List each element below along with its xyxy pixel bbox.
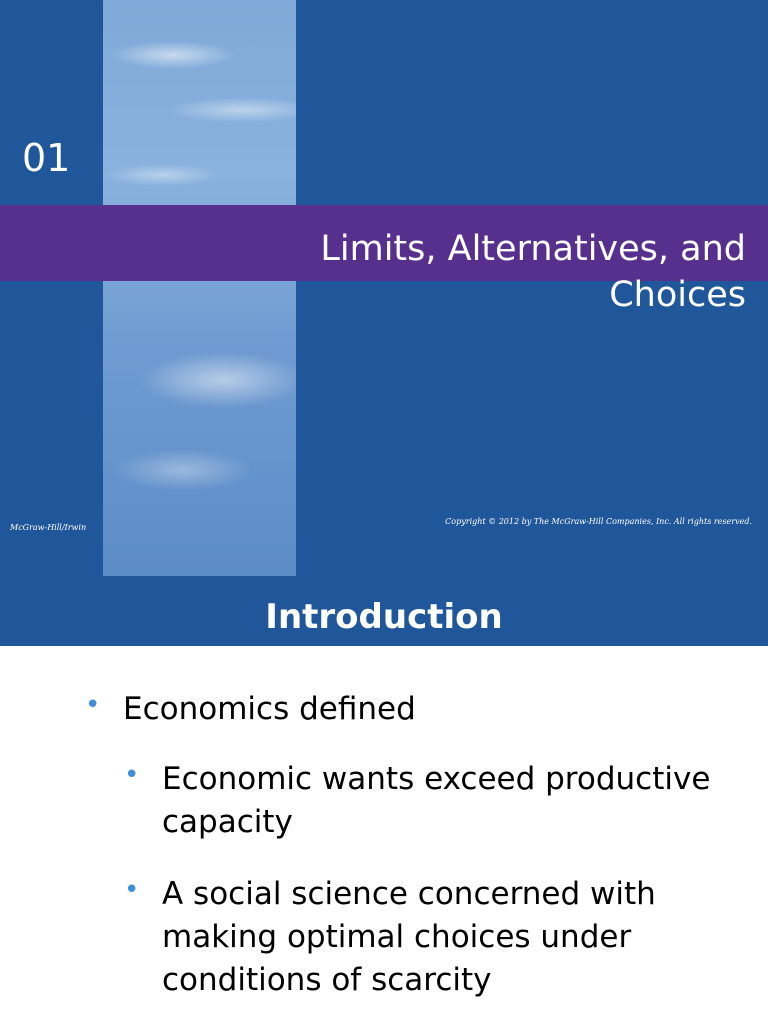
bullet-marker-icon: •: [85, 690, 101, 720]
sub-bullet-item: [124, 873, 722, 1002]
bullet-text: A social science concerned with making optimal choices under conditions of scarcity: [162, 876, 656, 998]
bullet-item: [85, 688, 723, 731]
bullet-marker-icon: •: [124, 760, 140, 790]
bullet-text: Economics defined: [123, 691, 416, 727]
copyright-notice: Copyright © 2012 by The McGraw-Hill Companies, Inc. All rights reserved.: [445, 517, 752, 526]
chapter-number: 01: [22, 136, 71, 180]
sub-bullet-item: [124, 758, 722, 844]
publisher-label: McGraw-Hill/Irwin: [10, 523, 87, 532]
bullet-marker-icon: •: [124, 875, 140, 905]
bullet-text: Economic wants exceed productive capacity: [162, 761, 711, 840]
chapter-title: Limits, Alternatives, and Choices: [320, 229, 746, 315]
content-slide-title: Introduction: [265, 597, 503, 637]
